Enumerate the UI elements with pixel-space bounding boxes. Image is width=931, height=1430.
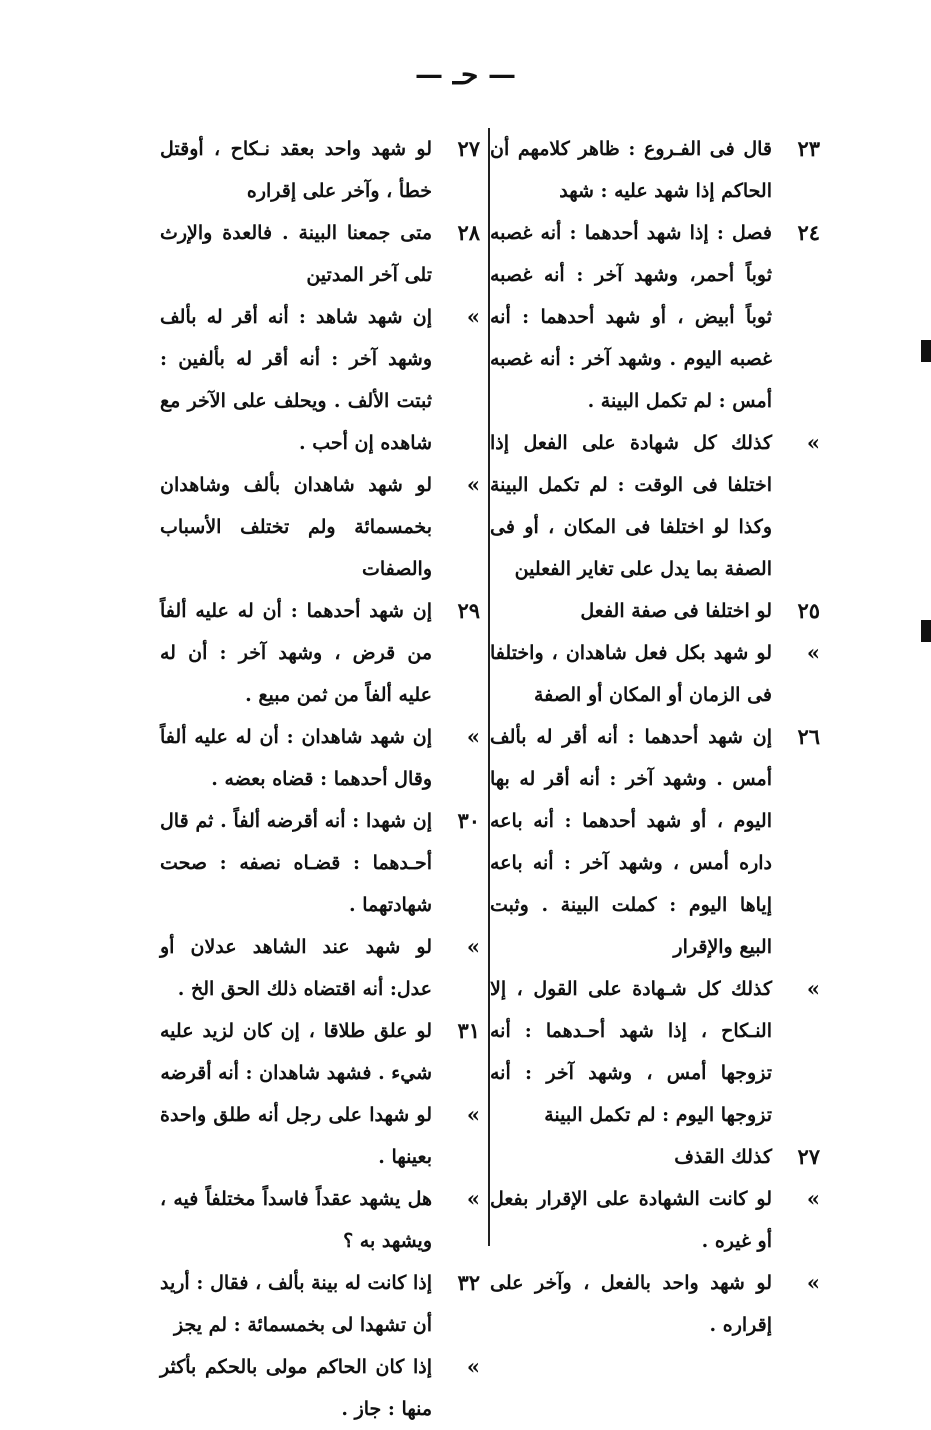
entry [490,1178,820,1262]
entry-number: » [466,304,480,329]
entry-number: » [466,472,480,497]
entry [490,128,820,212]
entry [490,590,820,632]
entry-text: هل يشهد عقداً فاسداً مختلفاً فيه ، ويشهد به ؟ [160,1188,432,1252]
entry-text: لو شهد بكل فعل شاهدان ، واختلفا فى الزمان أو المكان أو الصفة [490,642,772,706]
entry-text: إن شهدا : أنه أقرضه ألفاً . ثم قال أحـدهما : قضـاه نصفه : صحت شهادتهما . [160,810,432,916]
entry-number: ٢٣ [797,136,820,161]
entry [160,1094,480,1178]
entry-text: لو شهد عند الشاهد عدلان أو عدل: أنه اقتضاه ذلك الحق الخ . [160,936,432,1000]
entry-number: ٢٥ [797,598,820,623]
entry-text: لو علق طلاقا ، إن كان لزيد عليه شيء . فشهد شاهدان : أنه أقرضه [160,1020,432,1084]
entry [490,716,820,968]
entry-number: ٢٦ [797,724,820,749]
entry [160,590,480,716]
page-number-mark: — حـ — [414,58,516,91]
entry-number: » [466,724,480,749]
entry-text: إن شهد شاهد : أنه أقر له بألف وشهد آخر : أنه أقر له بألفين : ثبتت الألف . ويحلف على الآخر مع شاهده إن أحب . [160,306,432,454]
entry-number: ٢٨ [457,220,480,245]
entry-text: إن شهد شاهدان : أن له عليه ألفاً وقال أحدهما : قضاه بعضه . [160,726,432,790]
left-column [160,128,480,1430]
entry-text: لو شهد واحد بالفعل ، وآخر على إقراره . [490,1272,772,1336]
entry-number: » [806,976,820,1001]
entry [160,296,480,464]
entry-number: » [466,1102,480,1127]
right-column [490,128,820,1346]
entry [160,1262,480,1346]
entry [160,716,480,800]
entry-text: لو شهد واحد بعقد نـكاح ، أوقتل خطأ ، وآخر على إقراره [160,138,432,202]
entry [160,1010,480,1094]
entry-text: إذا كان الحاكم مولى بالحكم بأكثر منها : جاز . [160,1356,432,1420]
entry-number: » [806,640,820,665]
entry [490,422,820,590]
entry [490,1136,820,1178]
entry-number: » [806,1270,820,1295]
entry-text: قال فى الفـروع : ظاهر كلامهم أن الحاكم إذا شهد عليه : شهد [490,138,772,202]
entry-number: ٣١ [457,1018,480,1043]
entry-number: ٢٧ [457,136,480,161]
entry-text: فصل : إذا شهد أحدهما : أنه غصبه ثوباً أحمر، وشهد آخر : أنه غصبه ثوباً أبيض ، أو شهد أحدهما : أنه غصبه اليوم . وشهد آخر : أنه غصبه أمس : لم تكمل البينة . [490,222,772,412]
entry [160,1178,480,1262]
entry-text: كذلك كل شهادة على الفعل إذا اختلفا فى الوقت : لم تكمل البينة وكذا لو اختلفا فى المكان ، أو فى الصفة بما يدل على تغاير الفعلين [490,432,772,580]
entry-number: ٣٠ [457,808,480,833]
entry [490,968,820,1136]
entry [490,1262,820,1346]
entry-text: لو كانت الشهادة على الإقرار بفعل أو غيره . [490,1188,772,1252]
margin-mark [921,620,931,642]
entry [160,464,480,590]
entry [490,212,820,422]
entry [160,1346,480,1430]
entry-number: » [466,1354,480,1379]
entry [160,926,480,1010]
entry-number: » [806,1186,820,1211]
entry-text: كذلك كل شـهادة على القول ، إلا النـكاح ، إذا شهد أحـدهما : أنه تزوجها أمس ، وشهد آخر : أنه تزوجها اليوم : لم تكمل البينة [490,978,772,1126]
entry-text: كذلك القذف [674,1146,772,1168]
entry-number: ٢٩ [457,598,480,623]
entry [490,632,820,716]
entry-number: ٣٢ [457,1270,480,1295]
entry-number: ٢٤ [797,220,820,245]
entry-text: إن شهد أحدهما : أن له عليه ألفاً من قرض ، وشهد آخر : أن له عليه ألفاً من ثمن مبيع . [160,600,432,706]
entry-text: لو شهدا على رجل أنه طلق واحدة بعينها . [160,1104,432,1168]
entry [160,800,480,926]
entry-number: » [806,430,820,455]
entry-number: ٢٧ [797,1144,820,1169]
entry-number: » [466,1186,480,1211]
entry-text: لو اختلفا فى صفة الفعل [580,600,772,622]
entry-text: لو شهد شاهدان بألف وشاهدان بخمسمائة ولم تختلف الأسباب والصفات [160,474,432,580]
entry-text: إن شهد أحدهما : أنه أقر له بألف أمس . وشهد آخر : أنه أقر له بها اليوم ، أو شهد أحدهما : أنه باعه داره أمس ، وشهد آخر : أنه باعه إياها اليوم : كملت البينة . وثبت البيع والإقرار [490,726,772,958]
entry-text: متى جمعنا البينة . فالعدة والإرث تلى آخر المدتين [160,222,432,286]
entry [160,212,480,296]
entry [160,128,480,212]
entry-text: إذا كانت له بينة بألف ، فقال : أريد أن تشهدا لى بخمسمائة : لم يجز [160,1272,432,1336]
margin-mark [921,340,931,362]
entry-number: » [466,934,480,959]
